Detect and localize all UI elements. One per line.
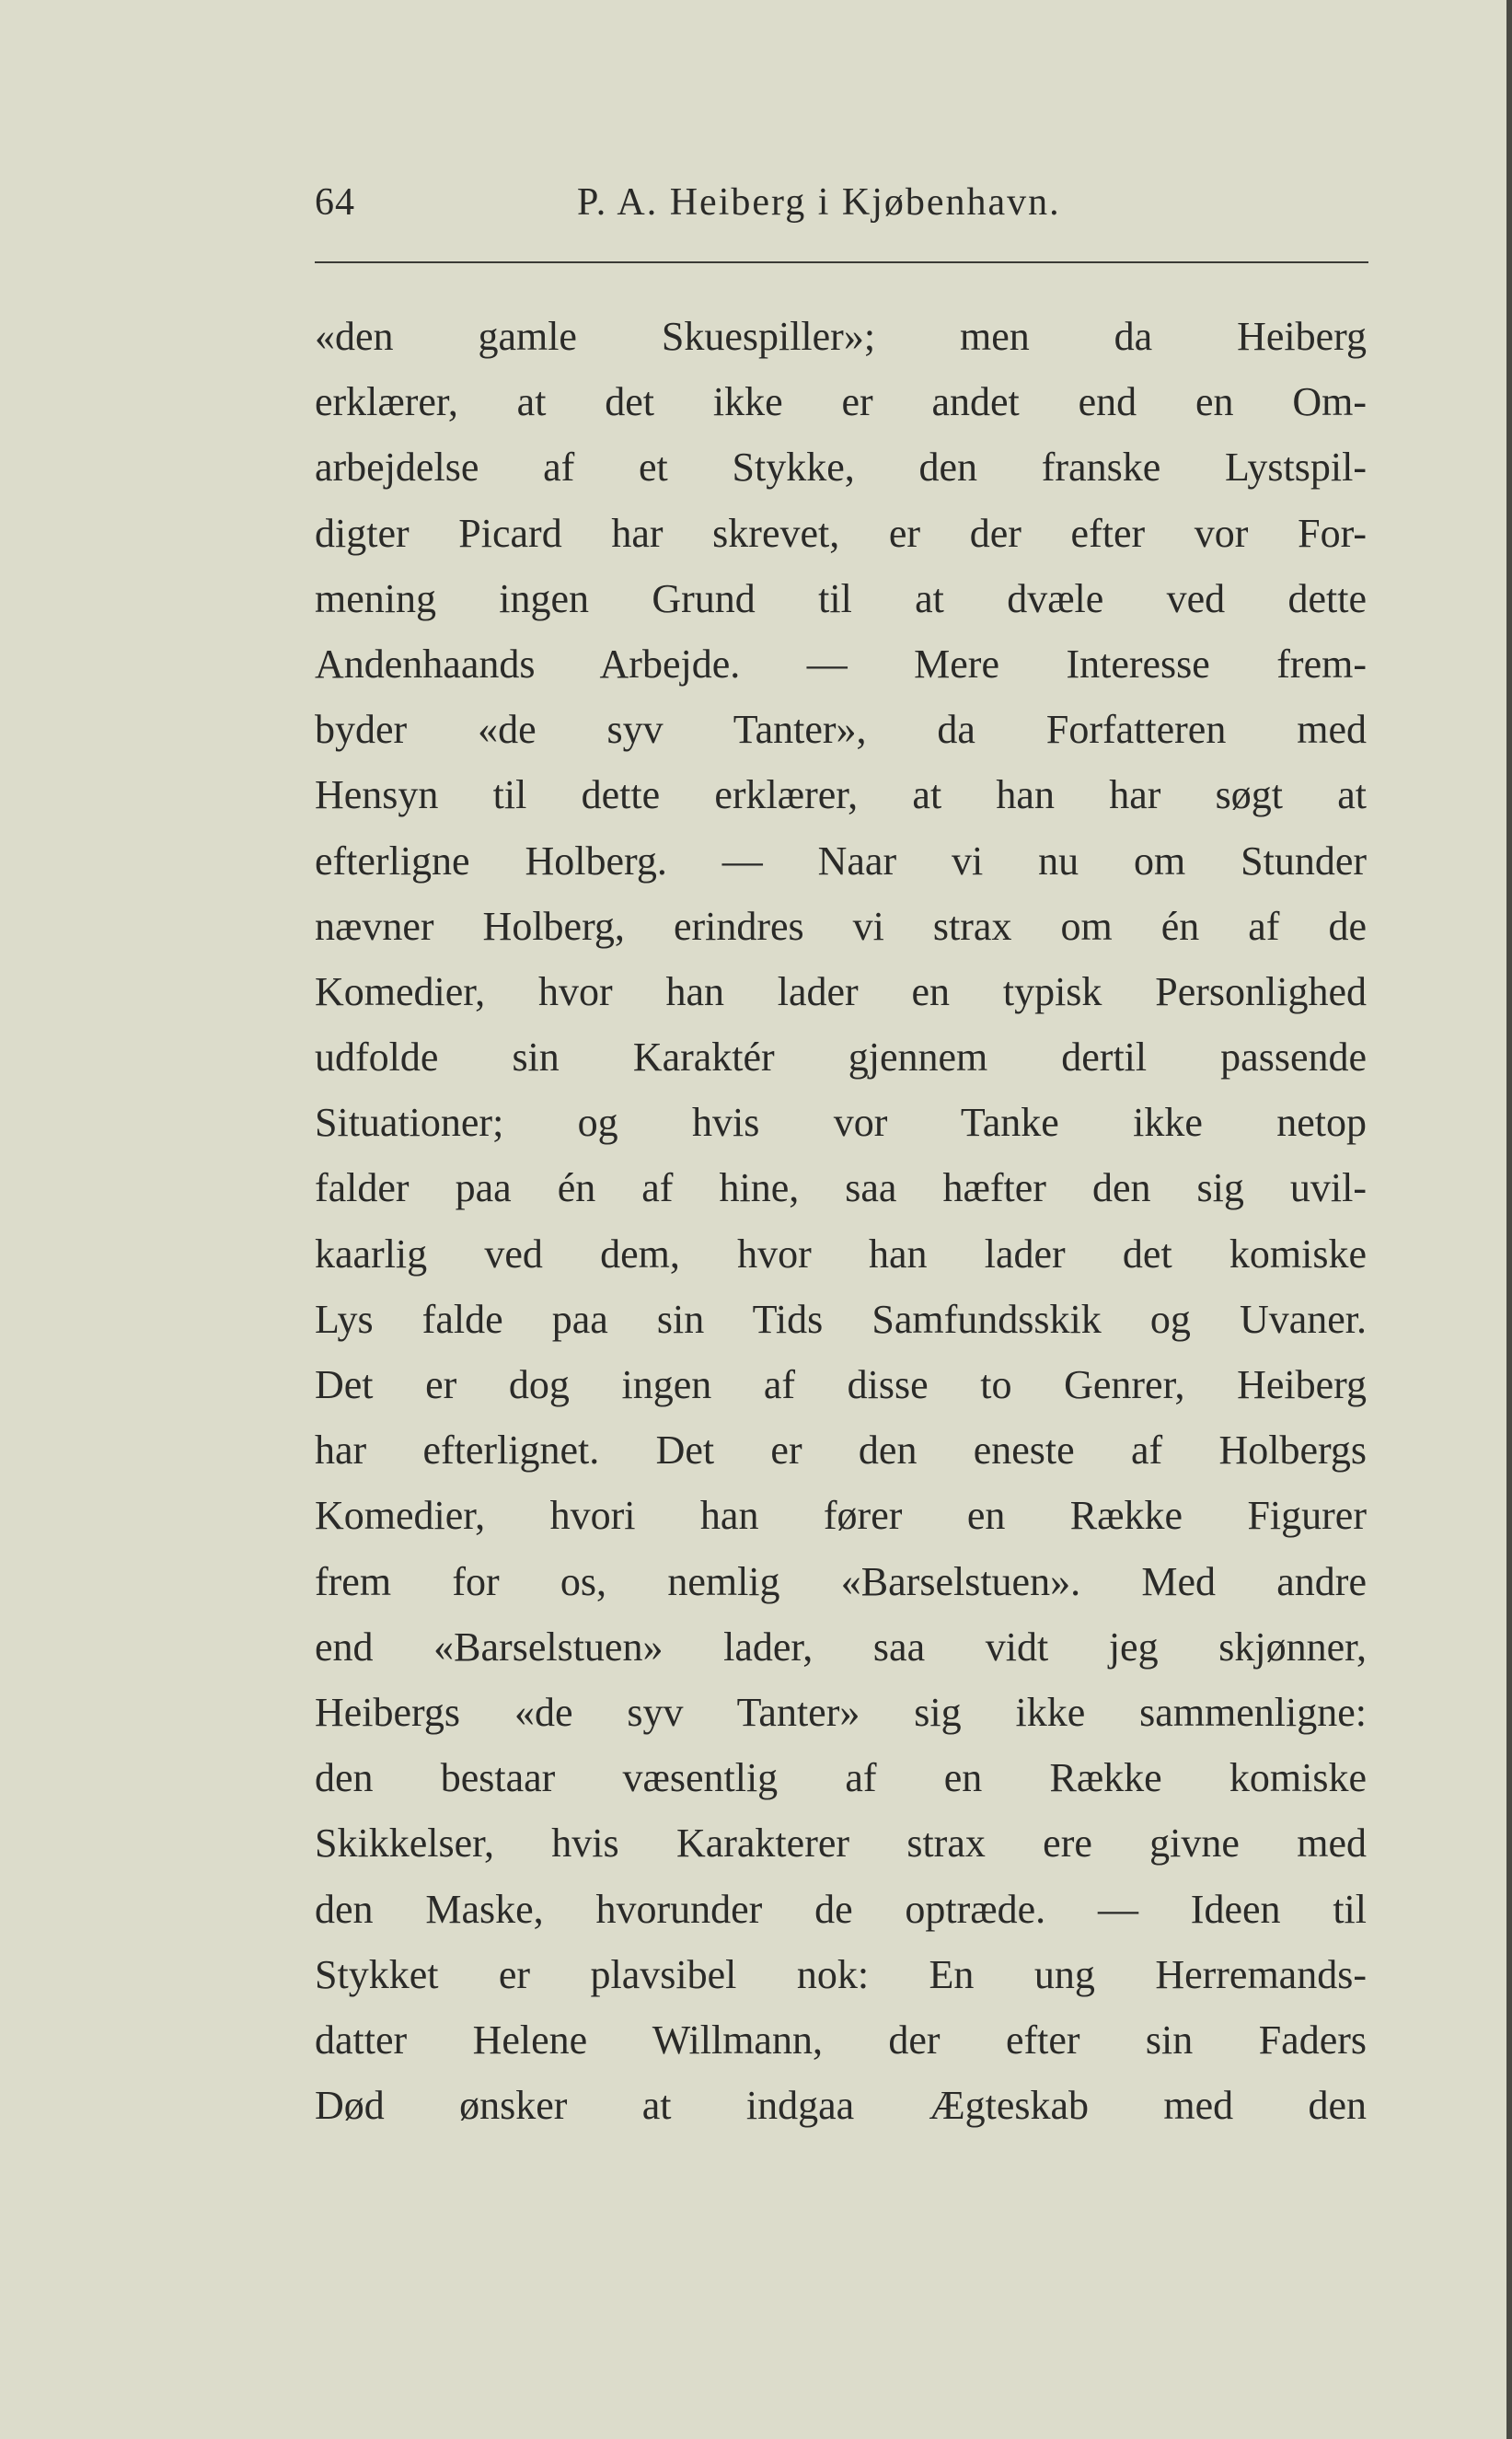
text-line: Komedier, hvori han fører en Række Figurer [315, 1493, 1367, 1539]
text-line: efterligne Holberg. — Naar vi nu om Stunder [315, 838, 1367, 884]
text-line: Lys falde paa sin Tids Samfundsskik og Uvaner. [315, 1296, 1367, 1342]
text-line: Stykket er plavsibel nok: En ung Herremands- [315, 1951, 1367, 1997]
text-line: har efterlignet. Det er den eneste af Holbergs [315, 1428, 1367, 1474]
text-line: datter Helene Willmann, der efter sin Faders [315, 2017, 1367, 2063]
page-header [315, 180, 1364, 245]
text-line: arbejdelse af et Stykke, den franske Lystspil- [315, 445, 1367, 491]
text-line: Skikkelser, hvis Karakterer strax ere givne med [315, 1821, 1367, 1867]
text-line: frem for os, nemlig «Barselstuen». Med andre [315, 1558, 1367, 1604]
text-line: «den gamle Skuespiller»; men da Heiberg [315, 314, 1367, 359]
text-line: digter Picard har skrevet, er der efter vor For- [315, 510, 1367, 556]
text-line: Andenhaands Arbejde. — Mere Interesse frem- [315, 641, 1367, 687]
text-line: falder paa én af hine, saa hæfter den sig uvil- [315, 1165, 1367, 1211]
text-line: byder «de syv Tanter», da Forfatteren med [315, 707, 1367, 753]
page-edge [1506, 0, 1512, 2439]
text-line: Heibergs «de syv Tanter» sig ikke sammenligne: [315, 1689, 1367, 1735]
text-line: erklærer, at det ikke er andet end en Om- [315, 379, 1367, 425]
body-text [315, 304, 1367, 2138]
text-line: den bestaar væsentlig af en Række komiske [315, 1755, 1367, 1801]
text-line: nævner Holberg, erindres vi strax om én af de [315, 903, 1367, 949]
text-line: end «Barselstuen» lader, saa vidt jeg skjønner, [315, 1624, 1367, 1670]
header-rule [315, 261, 1368, 263]
text-line: mening ingen Grund til at dvæle ved dette [315, 575, 1367, 621]
page-number: 64 [315, 181, 355, 224]
text-line: den Maske, hvorunder de optræde. — Ideen til [315, 1886, 1367, 1932]
text-line: Situationer; og hvis vor Tanke ikke netop [315, 1100, 1367, 1146]
text-line: Det er dog ingen af disse to Genrer, Heiberg [315, 1362, 1367, 1407]
text-line: kaarlig ved dem, hvor han lader det komiske [315, 1231, 1367, 1277]
text-line: udfolde sin Karaktér gjennem dertil passende [315, 1035, 1367, 1081]
text-line: Komedier, hvor han lader en typisk Personlighed [315, 968, 1367, 1014]
running-head: P. A. Heiberg i Kjøbenhavn. [577, 181, 1061, 224]
text-line: Hensyn til dette erklærer, at han har søgt at [315, 772, 1367, 818]
text-line: Død ønsker at indgaa Ægteskab med den [315, 2083, 1367, 2129]
